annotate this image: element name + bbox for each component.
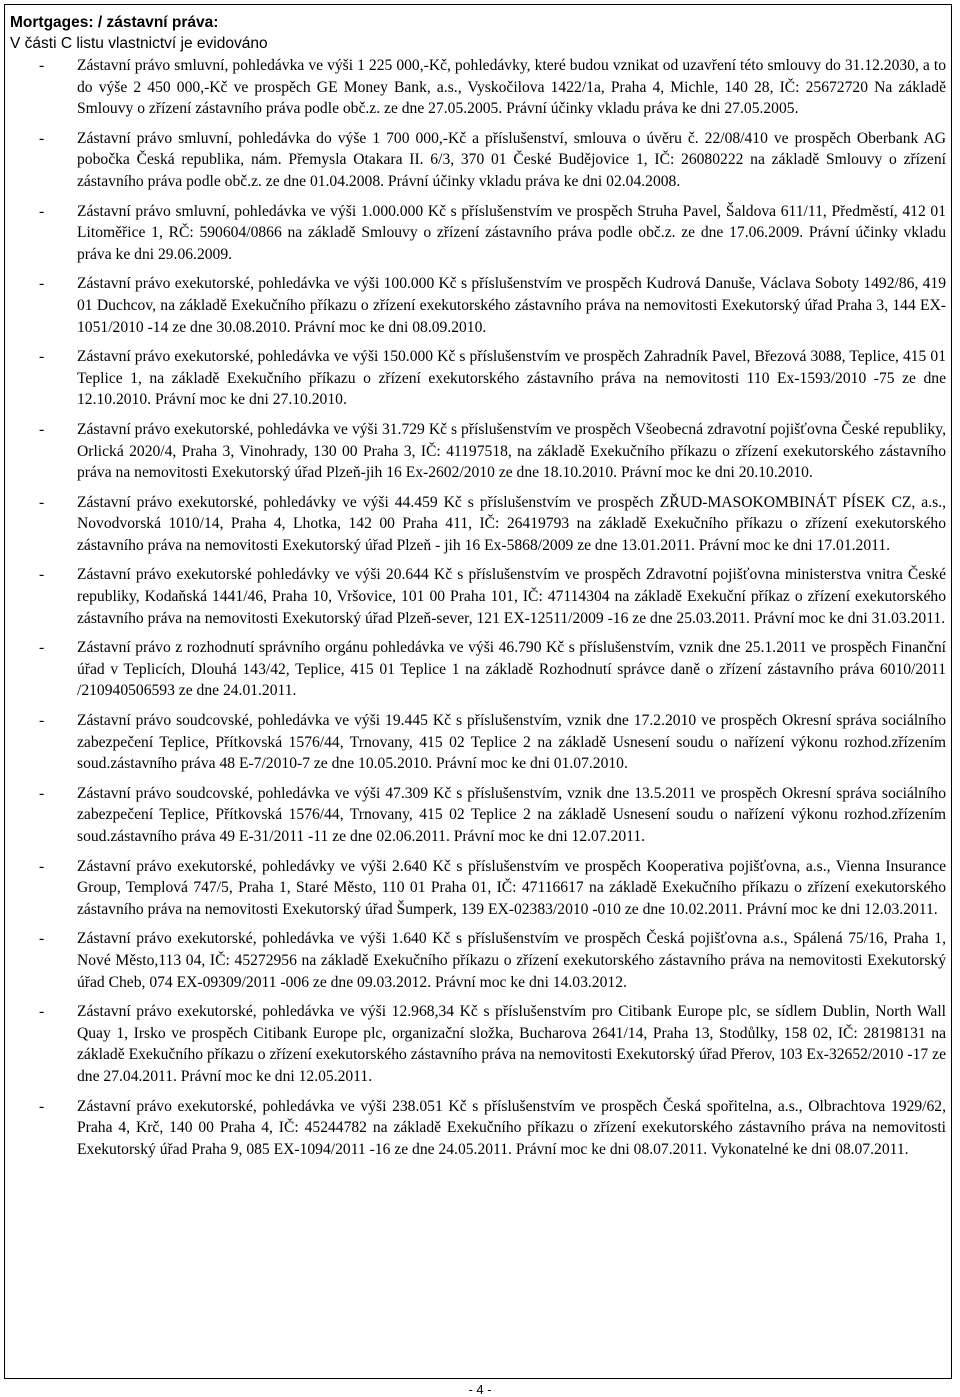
bullet-dash: - xyxy=(39,857,45,875)
bullet-dash: - xyxy=(39,275,45,293)
lien-entry xyxy=(10,710,952,775)
bullet-dash: - xyxy=(39,784,45,802)
section-subtitle: V části C listu vlastnictví je evidováno xyxy=(10,35,268,52)
bullet-dash: - xyxy=(39,202,45,220)
lien-entry xyxy=(10,55,952,120)
lien-entry xyxy=(10,1096,952,1161)
lien-entry xyxy=(10,637,952,702)
lien-entry-text: Zástavní právo exekutorské pohledávky ve výši 20.644 Kč s příslušenstvím ve prospěch Zdravotní pojišťovna ministerstva vnitra České republiky, Kodaňská 1441/46, Praha 10, Vršovice, 101 00 Praha 101, IČ: 47114304 na základě Exekuční příkaz o zřízení exekutorského zástavního práva na nemovitosti Exekutorský úřad Plzeň-sever, 121 EX-12511/2009 -16 ze dne 25.03.2011. Právní moc ke dni 31.03.2011. xyxy=(77,566,946,627)
lien-entry-text: Zástavní právo exekutorské, pohledávka ve výši 12.968,34 Kč s příslušenstvím pro Citibank Europe plc, se sídlem Dublin, North Wall Quay 1, Irsko ve prospěch Citibank Europe plc, organizační složka, Bucharova 2641/14, Praha 13, Stodůlky, 158 02, IČ: 28198131 na základě Exekučního příkazu o zřízení exekutorského zástavního práva na nemovitosti Exekutorský úřad Přerov, 103 Ex-32652/2010 -17 ze dne 27.04.2011. Právní moc ke dni 12.05.2011. xyxy=(77,1003,946,1085)
mortgage-list xyxy=(10,55,952,1168)
lien-entry-text: Zástavní právo exekutorské, pohledávka ve výši 100.000 Kč s příslušenstvím ve prospěch Kudrová Danuše, Václava Soboty 1492/86, 419 01 Duchcov, na základě Exekučního příkazu o zřízení exekutorského zástavního práva na nemovitosti Exekutorský úřad Praha 3, 144 EX-1051/2010 -14 ze dne 30.08.2010. Právní moc ke dni 08.09.2010. xyxy=(77,275,946,336)
lien-entry-text: Zástavní právo smluvní, pohledávka ve výši 1.000.000 Kč s příslušenstvím ve prospěch Struha Pavel, Šaldova 611/11, Předměstí, 412 01 Litoměřice 1, RČ: 590604/0866 na základě Smlouvy o zřízení zástavního práva podle obč.z. ze dne 17.06.2009. Právní účinky vkladu práva ke dni 29.06.2009. xyxy=(77,202,946,263)
bullet-dash: - xyxy=(39,348,45,366)
bullet-dash: - xyxy=(39,493,45,511)
bullet-dash: - xyxy=(39,639,45,657)
lien-entry xyxy=(10,783,952,848)
lien-entry xyxy=(10,273,952,338)
lien-entry xyxy=(10,128,952,193)
bullet-dash: - xyxy=(39,57,45,74)
bullet-dash: - xyxy=(39,1097,45,1115)
lien-entry xyxy=(10,564,952,629)
lien-entry-text: Zástavní právo smluvní, pohledávka do výše 1 700 000,-Kč a příslušenství, smlouva o úvěru č. 22/08/410 ve prospěch Oberbank AG pobočka Česká republika, nám. Přemysla Otakara II. 6/3, 370 01 České Budějovice 1, IČ: 26080222 na základě Smlouvy o zřízení zástavního práva podle obč.z. ze dne 01.04.2008. Právní účinky vkladu práva ke dni 02.04.2008. xyxy=(77,129,946,190)
lien-entry-text: Zástavní právo exekutorské, pohledávka ve výši 31.729 Kč s příslušenstvím ve prospěch Všeobecná zdravotní pojišťovna České republiky, Orlická 2020/4, Praha 3, Vinohrady, 130 00 Praha 3, IČ: 41197518, na základě Exekučního příkazu o zřízení exekutorského zástavního práva na nemovitosti Exekutorský úřad Plzeň-jih 16 Ex-2602/2010 ze dne 18.10.2010. Právní moc ke dni 20.10.2010. xyxy=(77,420,946,482)
lien-entry-text: Zástavní právo smluvní, pohledávka ve výši 1 225 000,-Kč, pohledávky, které budou vznikat od uzavření této smlouvy do 31.12.2030, a to do výše 2 450 000,-Kč ve prospěch GE Money Bank, a.s., Vyskočilova 1422/1a, Praha 4, Michle, 140 28, IČ: 25672720 Na základě Smlouvy o zřízení zástavního práva podle obč.z. ze dne 27.05.2005. Právní účinky vkladu práva ke dni 27.05.2005. xyxy=(77,57,946,118)
lien-entry-text: Zástavní právo soudcovské, pohledávka ve výši 19.445 Kč s příslušenstvím, vznik dne 17.2.2010 ve prospěch Okresní správa sociálního zabezpečení Teplice, Přítkovská 1576/44, Trnovany, 415 02 Teplice 2 na základě Usnesení soudu o nařízení výkonu rozhod.zřízením soud.zástavního práva 48 E-7/2010-7 ze dne 10.05.2010. Právní moc ke dni 01.07.2010. xyxy=(77,712,946,773)
lien-entry xyxy=(10,346,952,411)
page-number: - 4 - xyxy=(468,1382,492,1397)
section-title: Mortgages: / zástavní práva: xyxy=(10,14,219,31)
section-heading xyxy=(10,12,268,54)
lien-entry-text: Zástavní právo exekutorské, pohledávky ve výši 44.459 Kč s příslušenstvím ve prospěch ZŘUD-MASOKOMBINÁT PÍSEK CZ, a.s., Novodvorská 1010/14, Praha 4, Lhotka, 142 00 Praha 411, IČ: 26419793 na základě Exekučního příkazu o zřízení exekutorského zástavního práva na nemovitosti Exekutorský úřad Plzeň - jih 16 Ex-5868/2009 ze dne 13.01.2011. Právní moc ke dni 17.01.2011. xyxy=(77,493,946,554)
lien-entry-text: Zástavní právo exekutorské, pohledávka ve výši 150.000 Kč s příslušenstvím ve prospěch Zahradník Pavel, Březová 3088, Teplice, 415 01 Teplice 1, na základě Exekučního příkazu o zřízení exekutorského zástavního práva na nemovitosti 110 Ex-1593/2010 -75 ze dne 12.10.2010. Právní moc ke dni 27.10.2010. xyxy=(77,348,946,409)
bullet-dash: - xyxy=(39,712,45,730)
lien-entry-text: Zástavní právo z rozhodnutí správního orgánu pohledávka ve výši 46.790 Kč s příslušenstvím, vznik dne 25.1.2011 ve prospěch Finanční úřad v Teplicích, Dlouhá 143/42, Teplice, 415 01 Teplice 1 na základě Rozhodnutí správce daně o zřízení zástavního práva 6010/2011 /210940506593 ze dne 24.01.2011. xyxy=(77,639,946,700)
bullet-dash: - xyxy=(39,1003,45,1021)
bullet-dash: - xyxy=(39,930,45,948)
lien-entry-text: Zástavní právo exekutorské, pohledávka ve výši 1.640 Kč s příslušenstvím ve prospěch Česká pojišťovna a.s., Spálená 75/16, Praha 1, Nové Město,113 04, IČ: 45272956 na základě Exekučního příkazu o zřízení exekutorského zástavního práva na nemovitosti Exekutorský úřad Cheb, 074 EX-09309/2011 -006 ze dne 09.03.2012. Právní moc ke dni 14.03.2012. xyxy=(77,930,946,991)
bullet-dash: - xyxy=(39,566,45,584)
bullet-dash: - xyxy=(39,420,45,438)
lien-entry-text: Zástavní právo exekutorské, pohledávky ve výši 2.640 Kč s příslušenstvím ve prospěch Kooperativa pojišťovna, a.s., Vienna Insurance Group, Templová 747/5, Praha 1, Staré Město, 110 01 Praha 01, IČ: 47116617 na základě Exekučního příkazu o zřízení exekutorského zástavního práva na nemovitosti Exekutorský úřad Šumperk, 139 EX-02383/2010 -010 ze dne 10.02.2011. Právní moc ke dni 12.03.2011. xyxy=(77,857,946,918)
lien-entry-text: Zástavní právo exekutorské, pohledávka ve výši 238.051 Kč s příslušenstvím ve prospěch Česká spořitelna, a.s., Olbrachtova 1929/62, Praha 4, Krč, 140 00 Praha 4, IČ: 45244782 na základě Exekučního příkazu o zřízení exekutorského zástavního práva na nemovitosti Exekutorský úřad Praha 9, 085 EX-1094/2011 -16 ze dne 24.05.2011. Právní moc ke dni 08.07.2011. Vykonatelné ke dni 08.07.2011. xyxy=(77,1097,946,1158)
lien-entry xyxy=(10,201,952,266)
lien-entry xyxy=(10,1001,952,1087)
lien-entry xyxy=(10,492,952,557)
lien-entry xyxy=(10,856,952,921)
lien-entry-text: Zástavní právo soudcovské, pohledávka ve výši 47.309 Kč s příslušenstvím, vznik dne 13.5.2011 ve prospěch Okresní správa sociálního zabezpečení Teplice, Přítkovská 1576/44, Trnovany, 415 02 Teplice 2 na základě Usnesení soudu o nařízení výkonu rozhod.zřízením soud.zástavního práva 49 E-31/2011 -11 ze dne 02.06.2011. Právní moc ke dni 12.07.2011. xyxy=(77,784,946,845)
lien-entry xyxy=(10,419,952,484)
bullet-dash: - xyxy=(39,129,45,147)
lien-entry xyxy=(10,928,952,993)
